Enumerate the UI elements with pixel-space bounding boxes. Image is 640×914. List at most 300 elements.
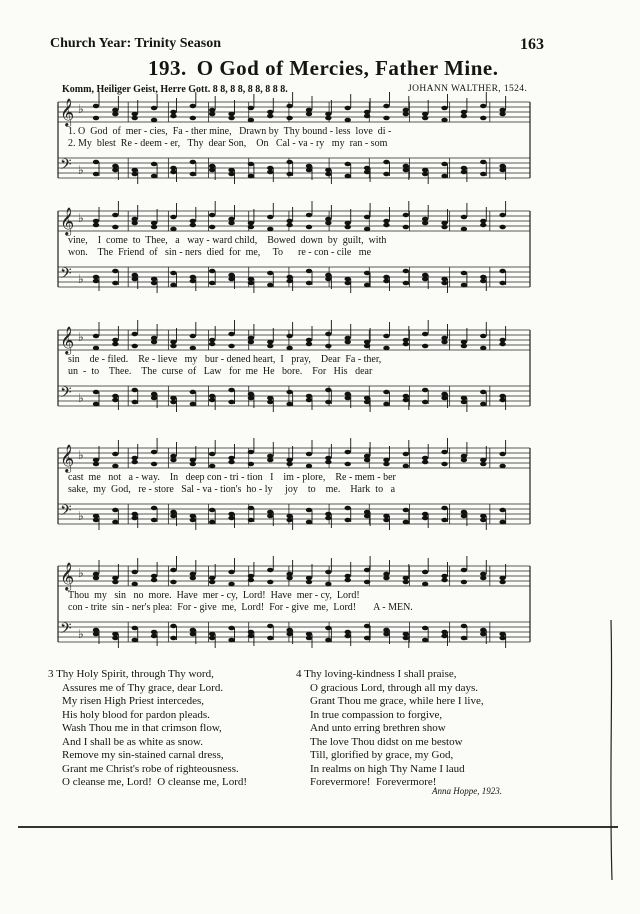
- note-head: [383, 514, 389, 519]
- note-head: [480, 576, 486, 581]
- note-head: [499, 508, 505, 513]
- note-head: [228, 626, 234, 631]
- note-head: [364, 454, 370, 459]
- note-head: [325, 456, 331, 461]
- note-head: [132, 388, 138, 393]
- note-head: [441, 518, 447, 523]
- note-head: [190, 572, 196, 577]
- note-head: [441, 221, 447, 226]
- note-head: [151, 174, 157, 179]
- note-head: [325, 516, 331, 521]
- text-author: Anna Hoppe, 1923.: [432, 786, 502, 796]
- note-head: [190, 458, 196, 463]
- note-head: [306, 164, 312, 169]
- note-head: [480, 514, 486, 519]
- note-head: [228, 570, 234, 575]
- note-head: [93, 462, 99, 467]
- note-head: [461, 340, 467, 345]
- note-head: [383, 334, 389, 339]
- note-head: [93, 458, 99, 463]
- note-head: [267, 510, 273, 515]
- note-head: [151, 118, 157, 123]
- note-head: [93, 346, 99, 351]
- note-head: [461, 624, 467, 629]
- tune-name-meter: Komm, Heiliger Geist, Herre Gott. 8 8, 8 8, 8 8, 8 8 8.: [62, 84, 288, 95]
- note-head: [325, 332, 331, 337]
- note-head: [441, 392, 447, 397]
- note-head: [170, 636, 176, 641]
- note-head: [480, 518, 486, 523]
- flat-key-signature-icon: ♭: [78, 448, 84, 462]
- note-head: [461, 568, 467, 573]
- note-head: [403, 452, 409, 457]
- note-head: [499, 632, 505, 637]
- note-head: [286, 160, 292, 165]
- note-head: [364, 114, 370, 119]
- note-head: [112, 394, 118, 399]
- treble-clef-icon: 𝄞: [60, 207, 75, 235]
- note-head: [422, 277, 428, 282]
- composer-credit: JOHANN WALTHER, 1524.: [408, 84, 528, 94]
- note-head: [422, 570, 428, 575]
- note-head: [267, 114, 273, 119]
- note-head: [228, 516, 234, 521]
- note-head: [267, 283, 273, 288]
- note-head: [170, 215, 176, 220]
- note-head: [403, 576, 409, 581]
- note-head: [422, 516, 428, 521]
- note-head: [209, 394, 215, 399]
- note-head: [267, 458, 273, 463]
- note-head: [383, 462, 389, 467]
- bass-clef-icon: 𝄢: [60, 265, 72, 286]
- note-head: [267, 344, 273, 349]
- bottom-rule: [18, 826, 618, 828]
- note-head: [132, 456, 138, 461]
- note-head: [499, 452, 505, 457]
- note-head: [461, 215, 467, 220]
- note-head: [93, 279, 99, 284]
- page-number: 163: [520, 36, 544, 53]
- note-head: [228, 638, 234, 643]
- note-head: [422, 168, 428, 173]
- note-head: [267, 400, 273, 405]
- note-head: [267, 215, 273, 220]
- note-head: [190, 628, 196, 633]
- note-head: [228, 388, 234, 393]
- note-head: [190, 632, 196, 637]
- note-head: [306, 632, 312, 637]
- note-head: [383, 576, 389, 581]
- note-head: [403, 580, 409, 585]
- note-head: [170, 344, 176, 349]
- note-head: [383, 628, 389, 633]
- note-head: [286, 572, 292, 577]
- note-head: [422, 116, 428, 121]
- note-head: [248, 578, 254, 583]
- note-head: [383, 223, 389, 228]
- note-head: [441, 396, 447, 401]
- note-head: [248, 106, 254, 111]
- note-head: [267, 110, 273, 115]
- stanza-4-line-9: Forevermore! Forevermore!: [310, 776, 437, 788]
- note-head: [403, 164, 409, 169]
- note-head: [132, 512, 138, 517]
- note-head: [93, 402, 99, 407]
- note-head: [170, 271, 176, 276]
- note-head: [248, 462, 254, 467]
- note-head: [441, 106, 447, 111]
- note-head: [480, 572, 486, 577]
- note-head: [441, 506, 447, 511]
- note-head: [151, 578, 157, 583]
- note-head: [286, 219, 292, 224]
- note-head: [170, 510, 176, 515]
- note-head: [170, 114, 176, 119]
- note-head: [422, 512, 428, 517]
- note-head: [383, 632, 389, 637]
- note-head: [93, 116, 99, 121]
- note-head: [209, 580, 215, 585]
- note-head: [422, 273, 428, 278]
- stanza-3-line-2: Assures me of Thy grace, dear Lord.: [62, 681, 224, 694]
- note-head: [383, 402, 389, 407]
- note-head: [112, 520, 118, 525]
- note-head: [170, 283, 176, 288]
- note-head: [151, 518, 157, 523]
- note-head: [403, 225, 409, 230]
- note-head: [480, 223, 486, 228]
- note-head: [209, 342, 215, 347]
- note-head: [499, 168, 505, 173]
- note-head: [267, 454, 273, 459]
- page-edge-mark: [607, 0, 615, 914]
- note-head: [345, 462, 351, 467]
- note-head: [345, 162, 351, 167]
- note-head: [461, 454, 467, 459]
- note-head: [480, 279, 486, 284]
- note-head: [151, 392, 157, 397]
- note-head: [499, 269, 505, 274]
- note-head: [170, 454, 176, 459]
- note-head: [461, 580, 467, 585]
- note-head: [461, 510, 467, 515]
- note-head: [190, 346, 196, 351]
- note-head: [422, 626, 428, 631]
- note-head: [209, 338, 215, 343]
- note-head: [151, 221, 157, 226]
- note-head: [403, 464, 409, 469]
- note-head: [403, 112, 409, 117]
- stanza-4-line-6: The love Thou didst on me bestow: [310, 735, 463, 748]
- note-head: [132, 277, 138, 282]
- note-head: [480, 219, 486, 224]
- lyric-line: 2. My blest Re - deem - er, Thy dear Son, On Cal - va - ry my ran - som: [68, 138, 388, 149]
- note-head: [461, 271, 467, 276]
- note-head: [383, 172, 389, 177]
- note-head: [306, 269, 312, 274]
- note-head: [190, 390, 196, 395]
- flat-key-signature-icon: ♭: [78, 330, 84, 344]
- flat-key-signature-icon: ♭: [78, 566, 84, 580]
- note-head: [480, 160, 486, 165]
- note-head: [480, 104, 486, 109]
- note-head: [190, 402, 196, 407]
- note-head: [441, 462, 447, 467]
- note-head: [170, 580, 176, 585]
- note-head: [441, 336, 447, 341]
- note-head: [345, 118, 351, 123]
- note-head: [461, 110, 467, 115]
- note-head: [93, 223, 99, 228]
- note-head: [286, 458, 292, 463]
- note-head: [248, 396, 254, 401]
- note-head: [228, 221, 234, 226]
- note-head: [228, 112, 234, 117]
- note-head: [422, 582, 428, 587]
- note-head: [480, 628, 486, 633]
- note-head: [325, 388, 331, 393]
- note-head: [112, 168, 118, 173]
- note-head: [461, 400, 467, 405]
- note-head: [383, 219, 389, 224]
- note-head: [364, 510, 370, 515]
- note-head: [286, 279, 292, 284]
- note-head: [345, 174, 351, 179]
- bass-clef-icon: 𝄢: [60, 384, 72, 405]
- lyric-line: sin de - filed. Re - lieve my bur - dened heart, I pray, Dear Fa - ther,: [68, 354, 382, 365]
- note-head: [461, 344, 467, 349]
- lyric-line: vine, I come to Thee, a way - ward child, Bowed down by guilt, with: [68, 235, 387, 246]
- note-head: [209, 508, 215, 513]
- note-head: [364, 340, 370, 345]
- note-head: [190, 172, 196, 177]
- note-head: [286, 462, 292, 467]
- note-head: [190, 104, 196, 109]
- note-head: [132, 344, 138, 349]
- note-head: [132, 582, 138, 587]
- note-head: [267, 227, 273, 232]
- note-head: [441, 578, 447, 583]
- note-head: [132, 400, 138, 405]
- note-head: [345, 281, 351, 286]
- note-head: [170, 166, 176, 171]
- note-head: [112, 576, 118, 581]
- note-head: [209, 520, 215, 525]
- note-head: [325, 217, 331, 222]
- note-head: [383, 275, 389, 280]
- note-head: [364, 396, 370, 401]
- note-head: [248, 277, 254, 282]
- note-head: [306, 464, 312, 469]
- note-head: [306, 281, 312, 286]
- note-head: [345, 336, 351, 341]
- note-head: [364, 400, 370, 405]
- note-head: [151, 634, 157, 639]
- note-head: [209, 108, 215, 113]
- note-head: [267, 624, 273, 629]
- note-head: [151, 281, 157, 286]
- note-head: [112, 464, 118, 469]
- note-head: [190, 334, 196, 339]
- note-head: [499, 464, 505, 469]
- note-head: [383, 279, 389, 284]
- note-head: [306, 213, 312, 218]
- note-head: [364, 283, 370, 288]
- note-head: [228, 116, 234, 121]
- note-head: [151, 225, 157, 230]
- note-head: [112, 452, 118, 457]
- note-head: [209, 225, 215, 230]
- note-head: [422, 460, 428, 465]
- note-head: [345, 221, 351, 226]
- note-head: [248, 340, 254, 345]
- note-head: [209, 269, 215, 274]
- note-head: [325, 626, 331, 631]
- note-head: [422, 221, 428, 226]
- note-head: [345, 225, 351, 230]
- note-head: [325, 344, 331, 349]
- note-head: [248, 162, 254, 167]
- note-head: [132, 516, 138, 521]
- note-head: [151, 396, 157, 401]
- note-head: [345, 450, 351, 455]
- note-head: [480, 458, 486, 463]
- note-head: [228, 460, 234, 465]
- note-head: [325, 400, 331, 405]
- note-head: [286, 334, 292, 339]
- note-head: [345, 630, 351, 635]
- note-head: [422, 388, 428, 393]
- note-head: [93, 172, 99, 177]
- note-head: [441, 225, 447, 230]
- note-head: [480, 275, 486, 280]
- note-head: [132, 460, 138, 465]
- note-head: [383, 346, 389, 351]
- note-head: [112, 508, 118, 513]
- note-head: [325, 168, 331, 173]
- note-head: [209, 632, 215, 637]
- note-head: [306, 508, 312, 513]
- note-head: [248, 336, 254, 341]
- note-head: [112, 269, 118, 274]
- note-head: [306, 225, 312, 230]
- note-head: [93, 219, 99, 224]
- note-head: [286, 172, 292, 177]
- flat-key-signature-icon: ♭: [78, 272, 84, 286]
- note-head: [190, 462, 196, 467]
- note-head: [325, 172, 331, 177]
- stanza-3-line-9: O cleanse me, Lord! O cleanse me, Lord!: [62, 776, 248, 788]
- note-head: [383, 116, 389, 121]
- note-head: [267, 170, 273, 175]
- note-head: [93, 514, 99, 519]
- note-head: [267, 568, 273, 573]
- note-head: [422, 638, 428, 643]
- note-head: [151, 574, 157, 579]
- note-head: [170, 227, 176, 232]
- note-head: [499, 338, 505, 343]
- note-head: [132, 332, 138, 337]
- note-head: [383, 390, 389, 395]
- note-head: [151, 340, 157, 345]
- note-head: [403, 398, 409, 403]
- note-head: [499, 520, 505, 525]
- note-head: [93, 104, 99, 109]
- note-head: [190, 514, 196, 519]
- note-head: [248, 450, 254, 455]
- note-head: [403, 632, 409, 637]
- note-head: [441, 162, 447, 167]
- treble-clef-icon: 𝄞: [60, 98, 75, 126]
- note-head: [228, 277, 234, 282]
- note-head: [325, 116, 331, 121]
- note-head: [228, 400, 234, 405]
- note-head: [248, 574, 254, 579]
- note-head: [286, 632, 292, 637]
- note-head: [383, 518, 389, 523]
- note-head: [286, 628, 292, 633]
- note-head: [364, 580, 370, 585]
- stanza-4-line-3: Grant Thou me grace, while here I live,: [310, 695, 484, 707]
- note-head: [364, 166, 370, 171]
- note-head: [151, 277, 157, 282]
- note-head: [248, 506, 254, 511]
- lyric-line: con - trite sin - ner's plea: For - give me, Lord! For - give me, Lord! A - MEN.: [68, 602, 413, 613]
- stanza-3-line-4: His holy blood for pardon pleads.: [62, 708, 210, 721]
- note-head: [403, 281, 409, 286]
- note-head: [403, 520, 409, 525]
- note-head: [345, 574, 351, 579]
- note-head: [190, 116, 196, 121]
- note-head: [286, 223, 292, 228]
- note-head: [345, 506, 351, 511]
- note-head: [112, 398, 118, 403]
- note-head: [383, 458, 389, 463]
- note-head: [209, 164, 215, 169]
- note-head: [383, 104, 389, 109]
- note-head: [112, 225, 118, 230]
- note-head: [112, 281, 118, 286]
- note-head: [345, 518, 351, 523]
- note-head: [480, 334, 486, 339]
- flat-key-signature-icon: ♭: [78, 391, 84, 405]
- note-head: [306, 342, 312, 347]
- note-head: [267, 271, 273, 276]
- note-head: [480, 390, 486, 395]
- stanza-4-line-4: In true compassion to forgive,: [310, 708, 443, 721]
- note-head: [151, 462, 157, 467]
- note-head: [209, 398, 215, 403]
- note-head: [112, 108, 118, 113]
- note-head: [383, 160, 389, 165]
- note-head: [132, 221, 138, 226]
- note-head: [209, 464, 215, 469]
- note-head: [364, 568, 370, 573]
- note-head: [112, 636, 118, 641]
- note-head: [403, 338, 409, 343]
- note-head: [461, 283, 467, 288]
- note-head: [422, 400, 428, 405]
- stanza-3-line-6: And I shall be as white as snow.: [62, 735, 204, 748]
- note-head: [325, 638, 331, 643]
- note-head: [228, 344, 234, 349]
- stanza-3-line-3: My risen High Priest intercedes,: [62, 695, 205, 707]
- flat-key-signature-icon: ♭: [78, 211, 84, 225]
- note-head: [441, 450, 447, 455]
- note-head: [112, 632, 118, 637]
- stanza-4-line-8: In realms on high Thy Name I laud: [310, 762, 465, 775]
